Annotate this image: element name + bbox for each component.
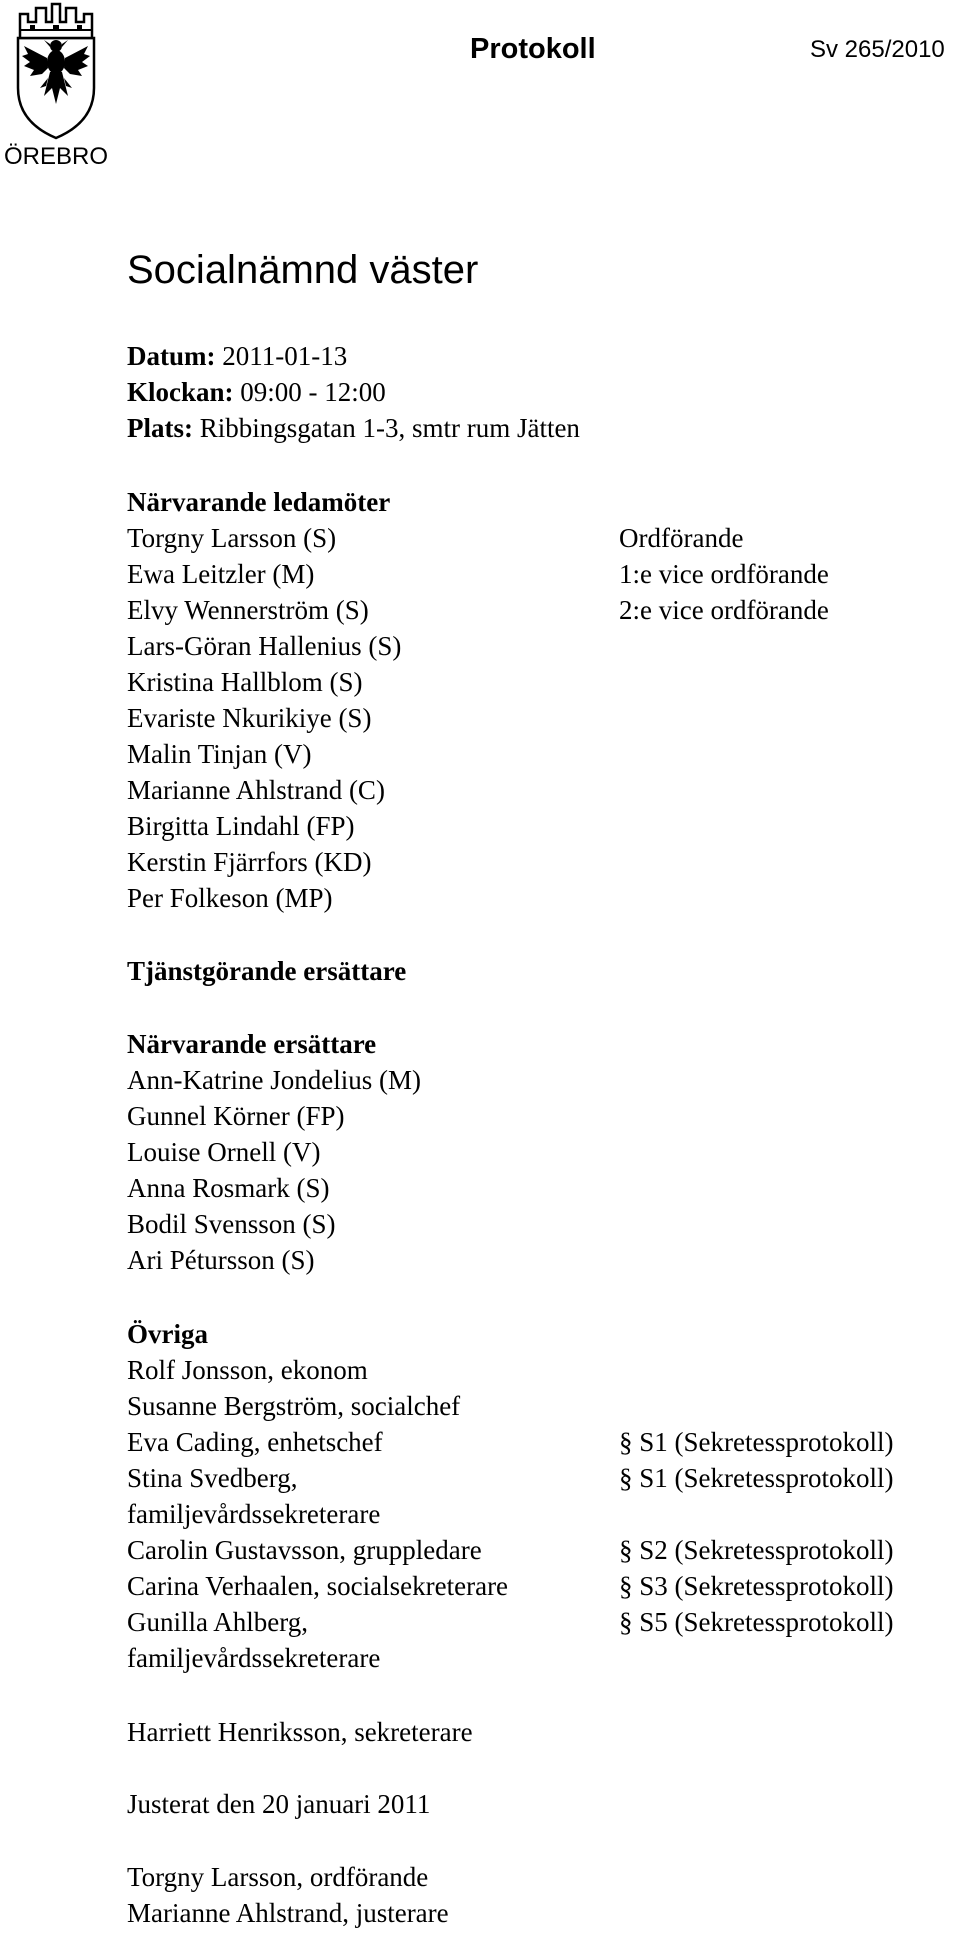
present-substitutes-heading: Närvarande ersättare [127, 1029, 377, 1059]
serving-substitutes-heading: Tjänstgörande ersättare [127, 956, 407, 986]
other-person: Carina Verhaalen, socialsekreterare [127, 1571, 509, 1601]
members-heading: Närvarande ledamöter [127, 487, 391, 517]
member-name: Elvy Wennerström (S) [127, 595, 369, 625]
other-person: Stina Svedberg, [127, 1463, 298, 1493]
other-person: Eva Cading, enhetschef [127, 1427, 383, 1457]
meeting-time [127, 374, 386, 410]
other-person: Susanne Bergström, socialchef [127, 1391, 461, 1421]
logo-wordmark: ÖREBRO [3, 143, 108, 170]
member-name: Kristina Hallblom (S) [127, 667, 363, 697]
other-person-continued: familjevårdssekreterare [127, 1643, 381, 1673]
member-name: Ewa Leitzler (M) [127, 559, 315, 589]
substitute-name: Anna Rosmark (S) [127, 1173, 330, 1203]
place-value: Ribbingsgatan 1-3, smtr rum Jätten [199, 413, 580, 443]
signature-chair: Torgny Larsson, ordförande [127, 1862, 429, 1892]
document-type: Protokoll [470, 33, 596, 65]
place-label: Plats: [127, 413, 193, 443]
meeting-date [127, 338, 347, 374]
other-person: Gunilla Ahlberg, [127, 1607, 308, 1637]
paragraph-reference: § S1 (Sekretessprotokoll) [619, 1463, 894, 1493]
member-role: 2:e vice ordförande [619, 595, 829, 625]
member-name: Per Folkeson (MP) [127, 883, 333, 913]
other-person: Rolf Jonsson, ekonom [127, 1355, 368, 1385]
page-title: Socialnämnd väster [127, 248, 479, 292]
document-number: Sv 265/2010 [810, 36, 945, 63]
coat-of-arms-icon [6, 0, 106, 140]
member-name: Kerstin Fjärrfors (KD) [127, 847, 372, 877]
member-role: Ordförande [619, 523, 744, 553]
signature-adjuster: Marianne Ahlstrand, justerare [127, 1898, 449, 1928]
adjusted-date: Justerat den 20 januari 2011 [127, 1789, 431, 1819]
member-name: Evariste Nkurikiye (S) [127, 703, 372, 733]
member-name: Marianne Ahlstrand (C) [127, 775, 385, 805]
member-role: 1:e vice ordförande [619, 559, 829, 589]
other-person-continued: familjevårdssekreterare [127, 1499, 381, 1529]
date-value: 2011-01-13 [222, 341, 348, 371]
paragraph-reference: § S2 (Sekretessprotokoll) [619, 1535, 894, 1565]
member-name: Torgny Larsson (S) [127, 523, 337, 553]
substitute-name: Louise Ornell (V) [127, 1137, 321, 1167]
substitute-name: Bodil Svensson (S) [127, 1209, 336, 1239]
time-label: Klockan: [127, 377, 234, 407]
paragraph-reference: § S3 (Sekretessprotokoll) [619, 1571, 894, 1601]
substitute-name: Ann-Katrine Jondelius (M) [127, 1065, 421, 1095]
meeting-place [127, 410, 580, 446]
member-name: Lars-Göran Hallenius (S) [127, 631, 402, 661]
secretary: Harriett Henriksson, sekreterare [127, 1717, 473, 1747]
member-name: Birgitta Lindahl (FP) [127, 811, 355, 841]
paragraph-reference: § S5 (Sekretessprotokoll) [619, 1607, 894, 1637]
time-value: 09:00 - 12:00 [240, 377, 386, 407]
substitute-name: Gunnel Körner (FP) [127, 1101, 345, 1131]
paragraph-reference: § S1 (Sekretessprotokoll) [619, 1427, 894, 1457]
other-person: Carolin Gustavsson, gruppledare [127, 1535, 482, 1565]
substitute-name: Ari Pétursson (S) [127, 1245, 315, 1275]
date-label: Datum: [127, 341, 216, 371]
member-name: Malin Tinjan (V) [127, 739, 312, 769]
others-heading: Övriga [127, 1319, 208, 1349]
